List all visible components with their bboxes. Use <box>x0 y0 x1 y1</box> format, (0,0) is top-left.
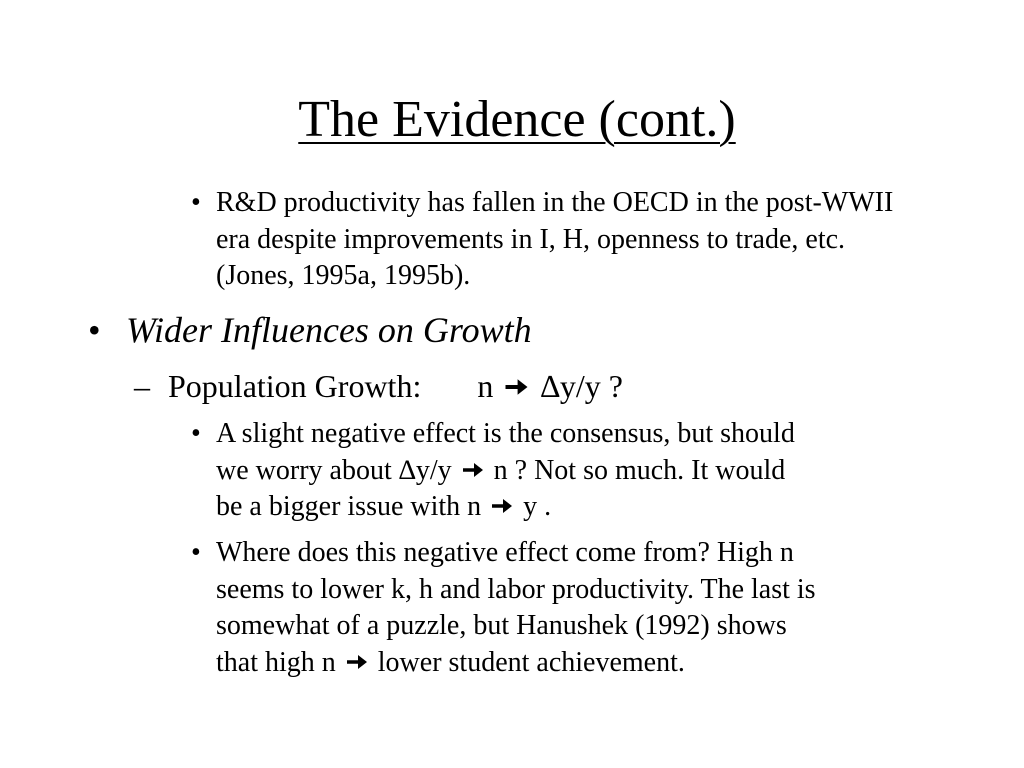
bullet-dot: • <box>191 418 201 449</box>
population-label: Population Growth: <box>168 368 422 404</box>
source-line-4: that high n lower student achievement. <box>216 646 685 678</box>
bullet-negative-effect-source <box>191 535 976 681</box>
bullet-text: R&D productivity has fallen in the OECD in the post-WWII era despite improvements in I, H, openness to trade, etc. (Jones, 1995a, 1995b). <box>216 187 894 291</box>
bullet-dot: • <box>88 310 101 350</box>
population-growth-line <box>168 366 968 406</box>
source-line-3: somewhat of a puzzle, but Hanushek (1992) shows <box>216 610 787 641</box>
slide-title: The Evidence (cont.) <box>298 91 736 148</box>
bullet-consensus <box>191 416 956 526</box>
source-line-1: Where does this negative effect come from? High n <box>216 537 794 568</box>
bullet-rd-productivity <box>191 185 916 295</box>
arrow-right-icon <box>503 376 530 398</box>
consensus-line-1: A slight negative effect is the consensus, but should <box>216 418 795 449</box>
population-lhs: n <box>477 368 494 404</box>
population-rhs: ∆y/y ? <box>540 368 623 404</box>
bullet-dot: • <box>191 537 201 568</box>
consensus-line-2: we worry about ∆y/y n ? Not so much. It would <box>216 454 786 486</box>
arrow-right-icon <box>461 460 485 480</box>
dash-marker: – <box>134 368 150 404</box>
consensus-line-3: be a bigger issue with n y . <box>216 491 552 522</box>
bullet-dot: • <box>191 187 201 218</box>
bullet-wider-influences <box>88 308 926 352</box>
arrow-right-icon <box>490 496 514 516</box>
bullet-text: Wider Influences on Growth <box>126 310 532 350</box>
subbullet-population-growth <box>134 366 968 406</box>
arrow-right-icon <box>345 652 369 672</box>
source-line-2: seems to lower k, h and labor productivity. The last is <box>216 573 816 605</box>
